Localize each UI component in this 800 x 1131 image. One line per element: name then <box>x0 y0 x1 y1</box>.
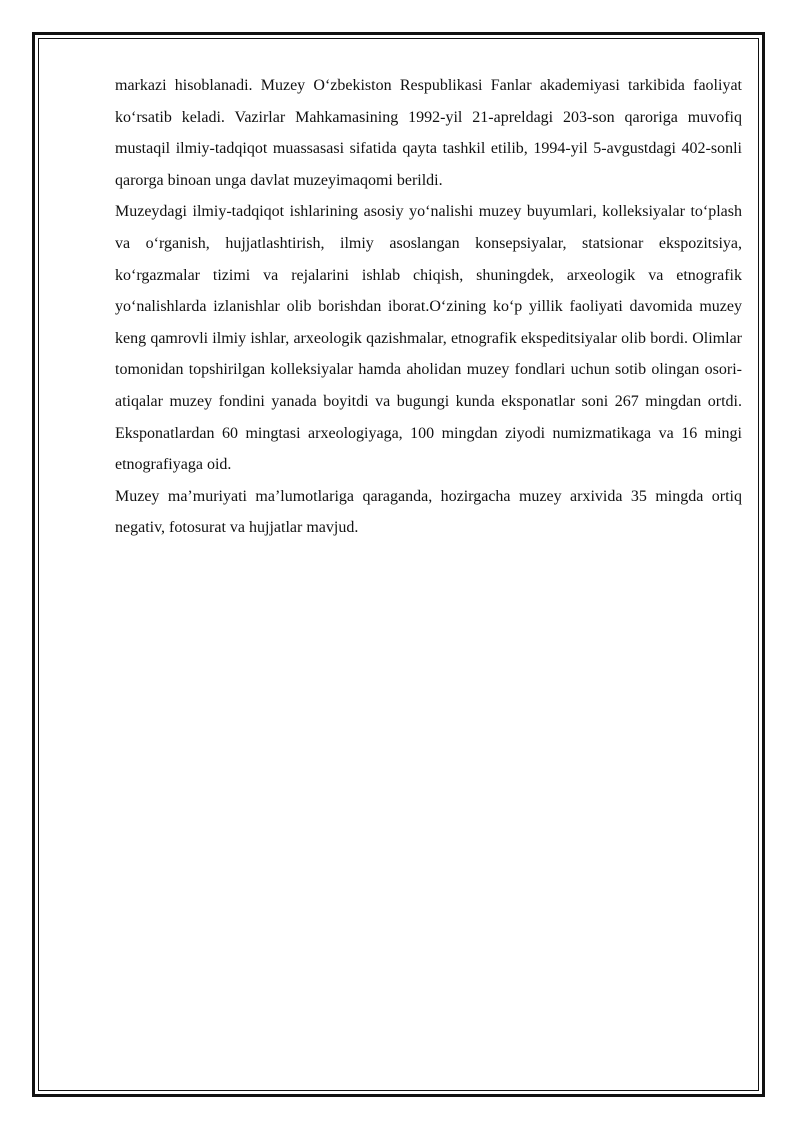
paragraph-3: Muzey ma’muriyati ma’lumotlariga qaraganda, hozirgacha muzey arxivida 35 mingda ortiq negativ, fotosurat va hujjatlar mavjud. <box>115 487 742 537</box>
paragraph-1: markazi hisoblanadi. Muzey O‘zbekiston Respublikasi Fanlar akademiyasi tarkibida faoliyat ko‘rsatib keladi. Vazirlar Mahkamasining 1992-yil 21-apreldagi 203-son qaroriga muvofiq mustaqil ilmiy-tadqiqot muassasasi sifatida qayta tashkil etilib, 1994-yil 5-avgustdagi 402-sonli qarorga binoan unga davlat muzeyimaqomi berildi. <box>115 77 742 189</box>
document-body <box>115 70 742 544</box>
paragraph-2: Muzeydagi ilmiy-tadqiqot ishlarining asosiy yo‘nalishi muzey buyumlari, kolleksiyalar to‘plash va o‘rganish, hujjatlashtirish, ilmiy asoslangan konsepsiyalar, statsionar ekspozitsiya, ko‘rgazmalar tizimi va rejalarini ishlab chiqish, shuningdek, arxeologik va etnografik yo‘nalishlarda izlanishlar olib borishdan iborat.O‘zining ko‘p yillik faoliyati davomida muzey keng qamrovli ilmiy ishlar, arxeologik qazishmalar, etnografik ekspeditsiyalar olib bordi. Olimlar tomonidan topshirilgan kolleksiyalar hamda aholidan muzey fondlari uchun sotib olingan osori-atiqalar muzey fondini yanada boyitdi va bugungi kunda eksponatlar soni 267 mingdan ortdi. Eksponatlardan 60 mingtasi arxeologiyaga, 100 mingdan ziyodi numizmatikaga va 16 mingi etnografiyaga oid. <box>115 203 742 474</box>
